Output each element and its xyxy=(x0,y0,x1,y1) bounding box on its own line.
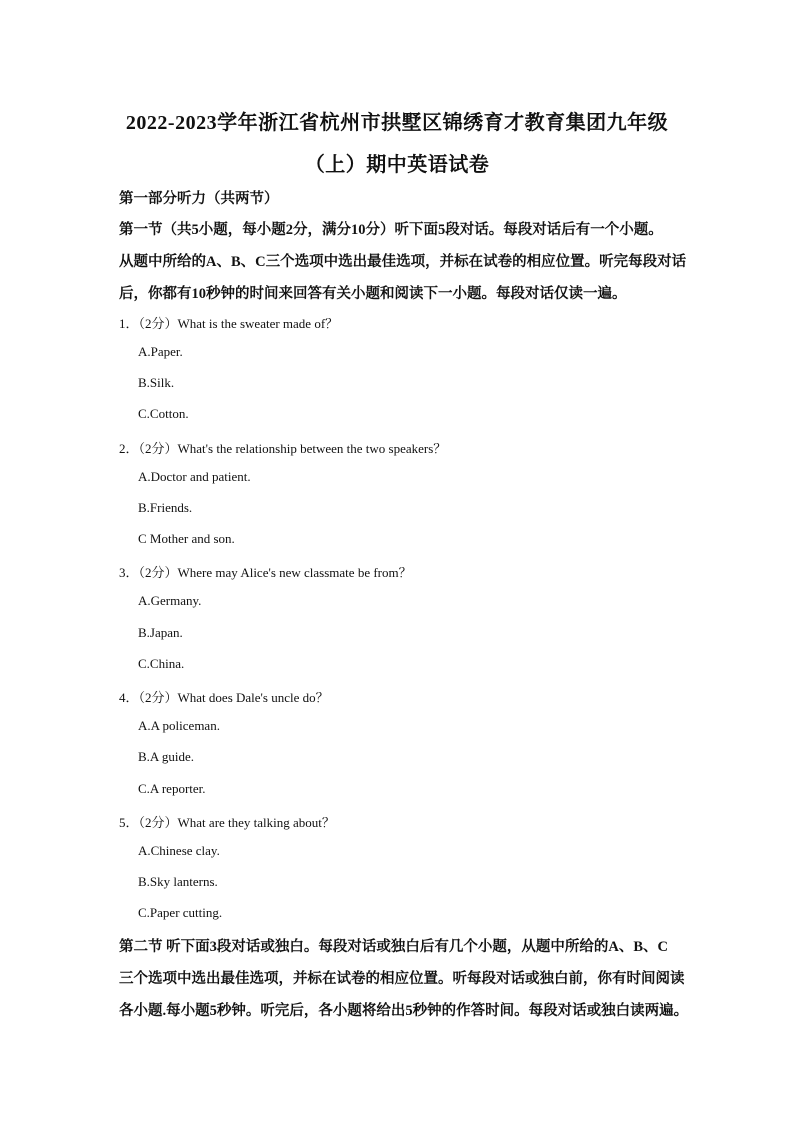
question-3-option-a: A.Germany. xyxy=(138,593,202,608)
question-4-option-a: A.A policeman. xyxy=(138,718,220,733)
question-4 xyxy=(119,687,329,706)
section1-instruction-line-2: 从题中所给的A、B、C三个选项中选出最佳选项，并标在试卷的相应位置。听完每段对话 xyxy=(119,254,687,270)
question-number: 5．（2分） xyxy=(119,815,178,830)
question-3-option-b: B.Japan. xyxy=(138,625,183,640)
question-text: What is the sweater made of？ xyxy=(177,316,339,331)
question-number: 4．（2分） xyxy=(119,690,178,705)
question-text: What does Dale's uncle do？ xyxy=(177,690,329,705)
section2-instruction-line-1: 第二节 听下面3段对话或独白。每段对话或独白后有几个小题，从题中所给的A、B、C xyxy=(119,939,668,955)
section1-instruction-line-1: 第一节（共5小题，每小题2分，满分10分）听下面5段对话。每段对话后有一个小题。 xyxy=(119,222,663,238)
exam-title-line-2: （上）期中英语试卷 xyxy=(304,154,490,176)
question-1-option-a: A.Paper. xyxy=(138,344,183,359)
question-text: What are they talking about？ xyxy=(177,815,335,830)
question-2-option-c: C Mother and son. xyxy=(138,531,235,546)
question-5-option-c: C.Paper cutting. xyxy=(138,905,223,920)
section2-instruction-line-2: 三个选项中选出最佳选项，并标在试卷的相应位置。听每段对话或独白前，你有时间阅读 xyxy=(119,971,685,987)
question-2-option-b: B.Friends. xyxy=(138,500,193,515)
question-2-option-a: A.Doctor and patient. xyxy=(138,469,251,484)
question-2 xyxy=(119,438,446,457)
question-1 xyxy=(119,313,338,332)
question-number: 3．（2分） xyxy=(119,565,178,580)
question-3-option-c: C.China. xyxy=(138,656,185,671)
question-number: 1．（2分） xyxy=(119,316,178,331)
question-1-option-b: B.Silk. xyxy=(138,375,175,390)
section1-instruction-line-3: 后，你都有10秒钟的时间来回答有关小题和阅读下一小题。每段对话仅读一遍。 xyxy=(119,286,627,302)
section2-instruction-line-3: 各小题.每小题5秒钟。听完后，各小题将给出5秒钟的作答时间。每段对话或独白读两遍。 xyxy=(119,1003,689,1019)
question-5-option-a: A.Chinese clay. xyxy=(138,843,220,858)
question-5-option-b: B.Sky lanterns. xyxy=(138,874,218,889)
question-text: Where may Alice's new classmate be from？ xyxy=(177,565,412,580)
question-number: 2．（2分） xyxy=(119,441,178,456)
question-text: What's the relationship between the two speakers？ xyxy=(177,441,447,456)
exam-title-line-1: 2022-2023学年浙江省杭州市拱墅区锦绣育才教育集团九年级 xyxy=(125,112,669,134)
question-4-option-b: B.A guide. xyxy=(138,749,194,764)
question-4-option-c: C.A reporter. xyxy=(138,781,206,796)
part-heading: 第一部分听力（共两节） xyxy=(119,191,279,207)
question-5 xyxy=(119,812,335,831)
question-3 xyxy=(119,562,412,581)
question-1-option-c: C.Cotton. xyxy=(138,406,189,421)
